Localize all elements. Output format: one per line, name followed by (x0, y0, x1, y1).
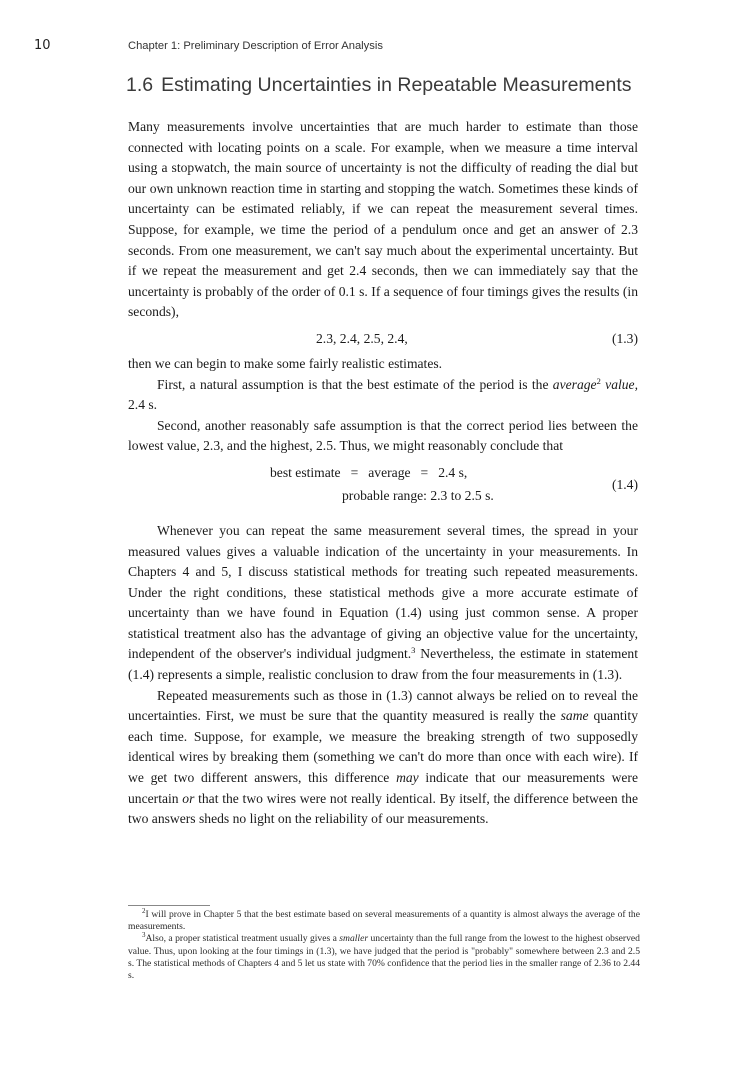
footnote-ref: 2 (596, 375, 601, 386)
paragraph: Repeated measurements such as those in (1.3) cannot always be relied on to reveal the uncertainties. First, we must be sure that the quantity measured is really the same quantity each time. Suppose, for example, we measure the breaking strength of two supposedly identical wires by breaking them (something we can't do more than once with each wire). If we get two different answers, this difference may indicate that our measurements were uncertain or that the two wires were not really identical. By itself, the difference between the two answers sheds no light on the reliability of our measurements. (128, 687, 638, 827)
page-number: 10 (34, 38, 51, 53)
paragraph: First, a natural assumption is that the best estimate of the period is the average$^2$ value, 2.4 s. (128, 375, 638, 413)
section-number: 1.6 (126, 74, 154, 96)
equation-line: probable range: 2.3 to 2.5 s. (342, 487, 494, 503)
equation-number: (1.4) (611, 476, 638, 492)
body-text (128, 117, 638, 830)
section-heading (126, 74, 632, 97)
equation-1-4 (128, 463, 638, 511)
footnotes (128, 909, 640, 982)
paragraph: Whenever you can repeat the same measurement several times, the spread in your measured values gives a valuable indication of the uncertainty in your measurements. In Chapters 4 and 5, I discuss statistical methods for treating such repeated measurements. Under the right conditions, these statistical methods give a more accurate estimate of uncertainty than we have found in Equation (1.4) using just common sense. A proper statistical treatment also has the advantage of giving an objective value for the uncertainty, independent of the observer's individual judgment.$^3$ Nevertheless, the estimate in statement (1.4) represents a simple, realistic conclusion to draw from the four measurements in (1.3). (128, 522, 638, 683)
page-header (32, 38, 669, 58)
running-head: Chapter 1: Preliminary Description of Error Analysis (128, 40, 383, 52)
footnote: $^3$Also, a proper statistical treatment usually gives a smaller uncertainty than the full range from the lowest to the highest observed value. Thus, upon looking at the four timings in (1.3), we have judged that the period is "probably" somewhere between 2.3 and 2.5 s. The statistical methods of Chapters 4 and 5 let us state with 70% confidence that the period lies in the smaller range of 2.36 to 2.44 s. (128, 931, 640, 982)
footnote-ref: 3 (411, 645, 416, 656)
paragraph: Second, another reasonably safe assumption is that the correct period lies between the lowest value, 2.3, and the highest, 2.5. Thus, we might reasonably conclude that (128, 417, 638, 454)
paragraph: Many measurements involve uncertainties that are much harder to estimate than those connected with locating points on a scale. For example, when we measure a time interval using a stopwatch, the main source of uncertainty is not the difficulty of reading the dial but our own unknown reaction time in starting and stopping the watch. Sometimes these kinds of uncertainty can be estimated reliably, if we can repeat the measurement several times. Suppose, for example, we time the period of a pendulum once and get an answer of 2.3 seconds. From one measurement, we can't say much about the experimental uncertainty. But if we repeat the measurement and get 2.4 seconds, then we can immediately say that the uncertainty is probably of the order of 0.1 s. If a sequence of four timings gives the results (in seconds), (128, 119, 638, 320)
equation-expression: 2.3, 2.4, 2.5, 2.4, (316, 330, 408, 346)
equation-number: (1.3) (611, 330, 638, 346)
section-title: Estimating Uncertainties in Repeatable Measurements (161, 74, 632, 96)
equation-1-3 (128, 328, 638, 350)
footnote-rule (128, 905, 210, 906)
equation-line: best estimate = average = 2.4 s, (270, 464, 468, 480)
footnote: $^2$I will prove in Chapter 5 that the best estimate based on several measurements of a quantity is almost always the average of the measurements. (128, 907, 640, 933)
paragraph: then we can begin to make some fairly realistic estimates. (128, 355, 443, 371)
